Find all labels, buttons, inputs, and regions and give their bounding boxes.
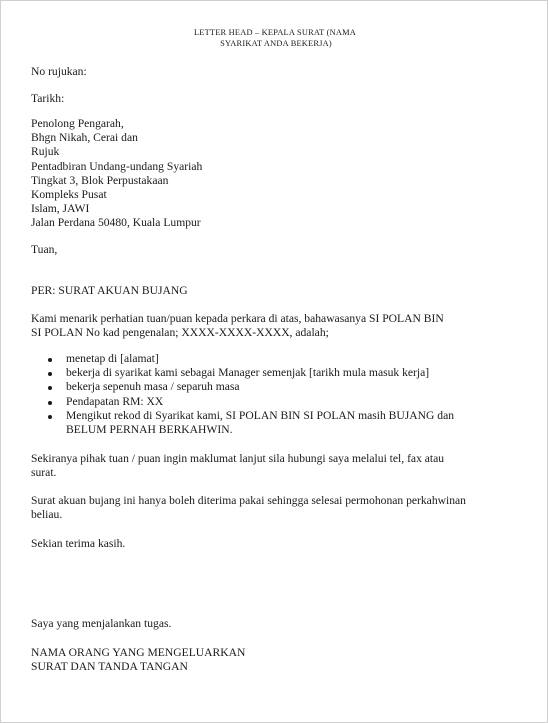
paragraph-line: Sekiranya pihak tuan / puan ingin maklumat lanjut sila hubungi saya melalui tel, fax atau (31, 452, 445, 465)
letterhead (1, 27, 548, 49)
recipient-line: Rujuk (31, 145, 60, 159)
letterhead-line-1: LETTER HEAD – KEPALA SURAT (NAMA (193, 28, 357, 37)
closing (31, 537, 125, 551)
paragraph-line: Surat akuan bujang ini hanya boleh diterima pakai sehingga selesai permohonan perkahwinan (31, 494, 466, 507)
list-item (48, 380, 454, 394)
bullet-icon (48, 386, 52, 390)
list-item-text: bekerja di syarikat kami sebagai Manager semenjak [tarikh mula masuk kerja] (66, 366, 430, 380)
details-list (48, 352, 454, 437)
bullet-icon (48, 401, 52, 405)
recipient-line: Bhgn Nikah, Cerai dan (31, 131, 138, 145)
closing-text: Sekian terima kasih. (31, 537, 126, 550)
intro-line: Kami menarik perhatian tuan/puan kepada perkara di atas, bahawasanya SI POLAN BIN (31, 312, 444, 325)
bullet-icon (48, 372, 52, 376)
recipient-line: Penolong Pengarah, (31, 117, 124, 130)
reference-label (31, 65, 87, 79)
list-item-text: Pendapatan RM: XX (66, 394, 164, 408)
bullet-icon (48, 415, 52, 419)
date-label (31, 92, 64, 106)
validity-paragraph (31, 494, 466, 522)
recipient-line: Pentadbiran Undang-undang Syariah (31, 159, 203, 173)
list-item (48, 409, 454, 437)
intro-line: SI POLAN No kad pengenalan; XXXX-XXXX-XXXX, adalah; (31, 326, 329, 340)
recipient-address (31, 117, 202, 231)
intro-paragraph (31, 312, 444, 340)
salutation-text: Tuan, (31, 243, 58, 256)
recipient-line: Kompleks Pusat (31, 188, 107, 202)
recipient-line: Tingkat 3, Blok Perpustakaan (31, 173, 169, 187)
reference-text: No rujukan: (31, 65, 87, 78)
contact-paragraph (31, 452, 444, 480)
signatory-line: NAMA ORANG YANG MENGELUARKAN (31, 646, 246, 659)
list-item-text: Mengikut rekod di Syarikat kami, SI POLAN BIN SI POLAN masih BUJANG dan (66, 408, 455, 422)
recipient-line: Islam, JAWI (31, 202, 90, 216)
salutation (31, 243, 57, 257)
sign-intro-text: Saya yang menjalankan tugas. (31, 617, 172, 630)
paragraph-line: surat. (31, 466, 57, 480)
signatory-line: SURAT DAN TANDA TANGAN (31, 660, 188, 674)
paragraph-line: beliau. (31, 508, 63, 522)
list-item-text: menetap di [alamat] (66, 352, 159, 365)
subject-text: PER: SURAT AKUAN BUJANG (31, 284, 188, 297)
letterhead-line-2: SYARIKAT ANDA BEKERJA) (220, 39, 332, 48)
subject-line (31, 284, 188, 298)
list-item (48, 395, 454, 409)
signatory-block (31, 646, 245, 674)
sign-intro (31, 617, 171, 631)
list-item (48, 352, 454, 366)
date-text: Tarikh: (31, 92, 65, 105)
list-item-text: bekerja sepenuh masa / separuh masa (66, 380, 240, 394)
bullet-icon (48, 358, 52, 362)
list-item (48, 366, 454, 380)
recipient-line: Jalan Perdana 50480, Kuala Lumpur (31, 216, 201, 230)
list-item-text: BELUM PERNAH BERKAHWIN. (66, 423, 233, 437)
